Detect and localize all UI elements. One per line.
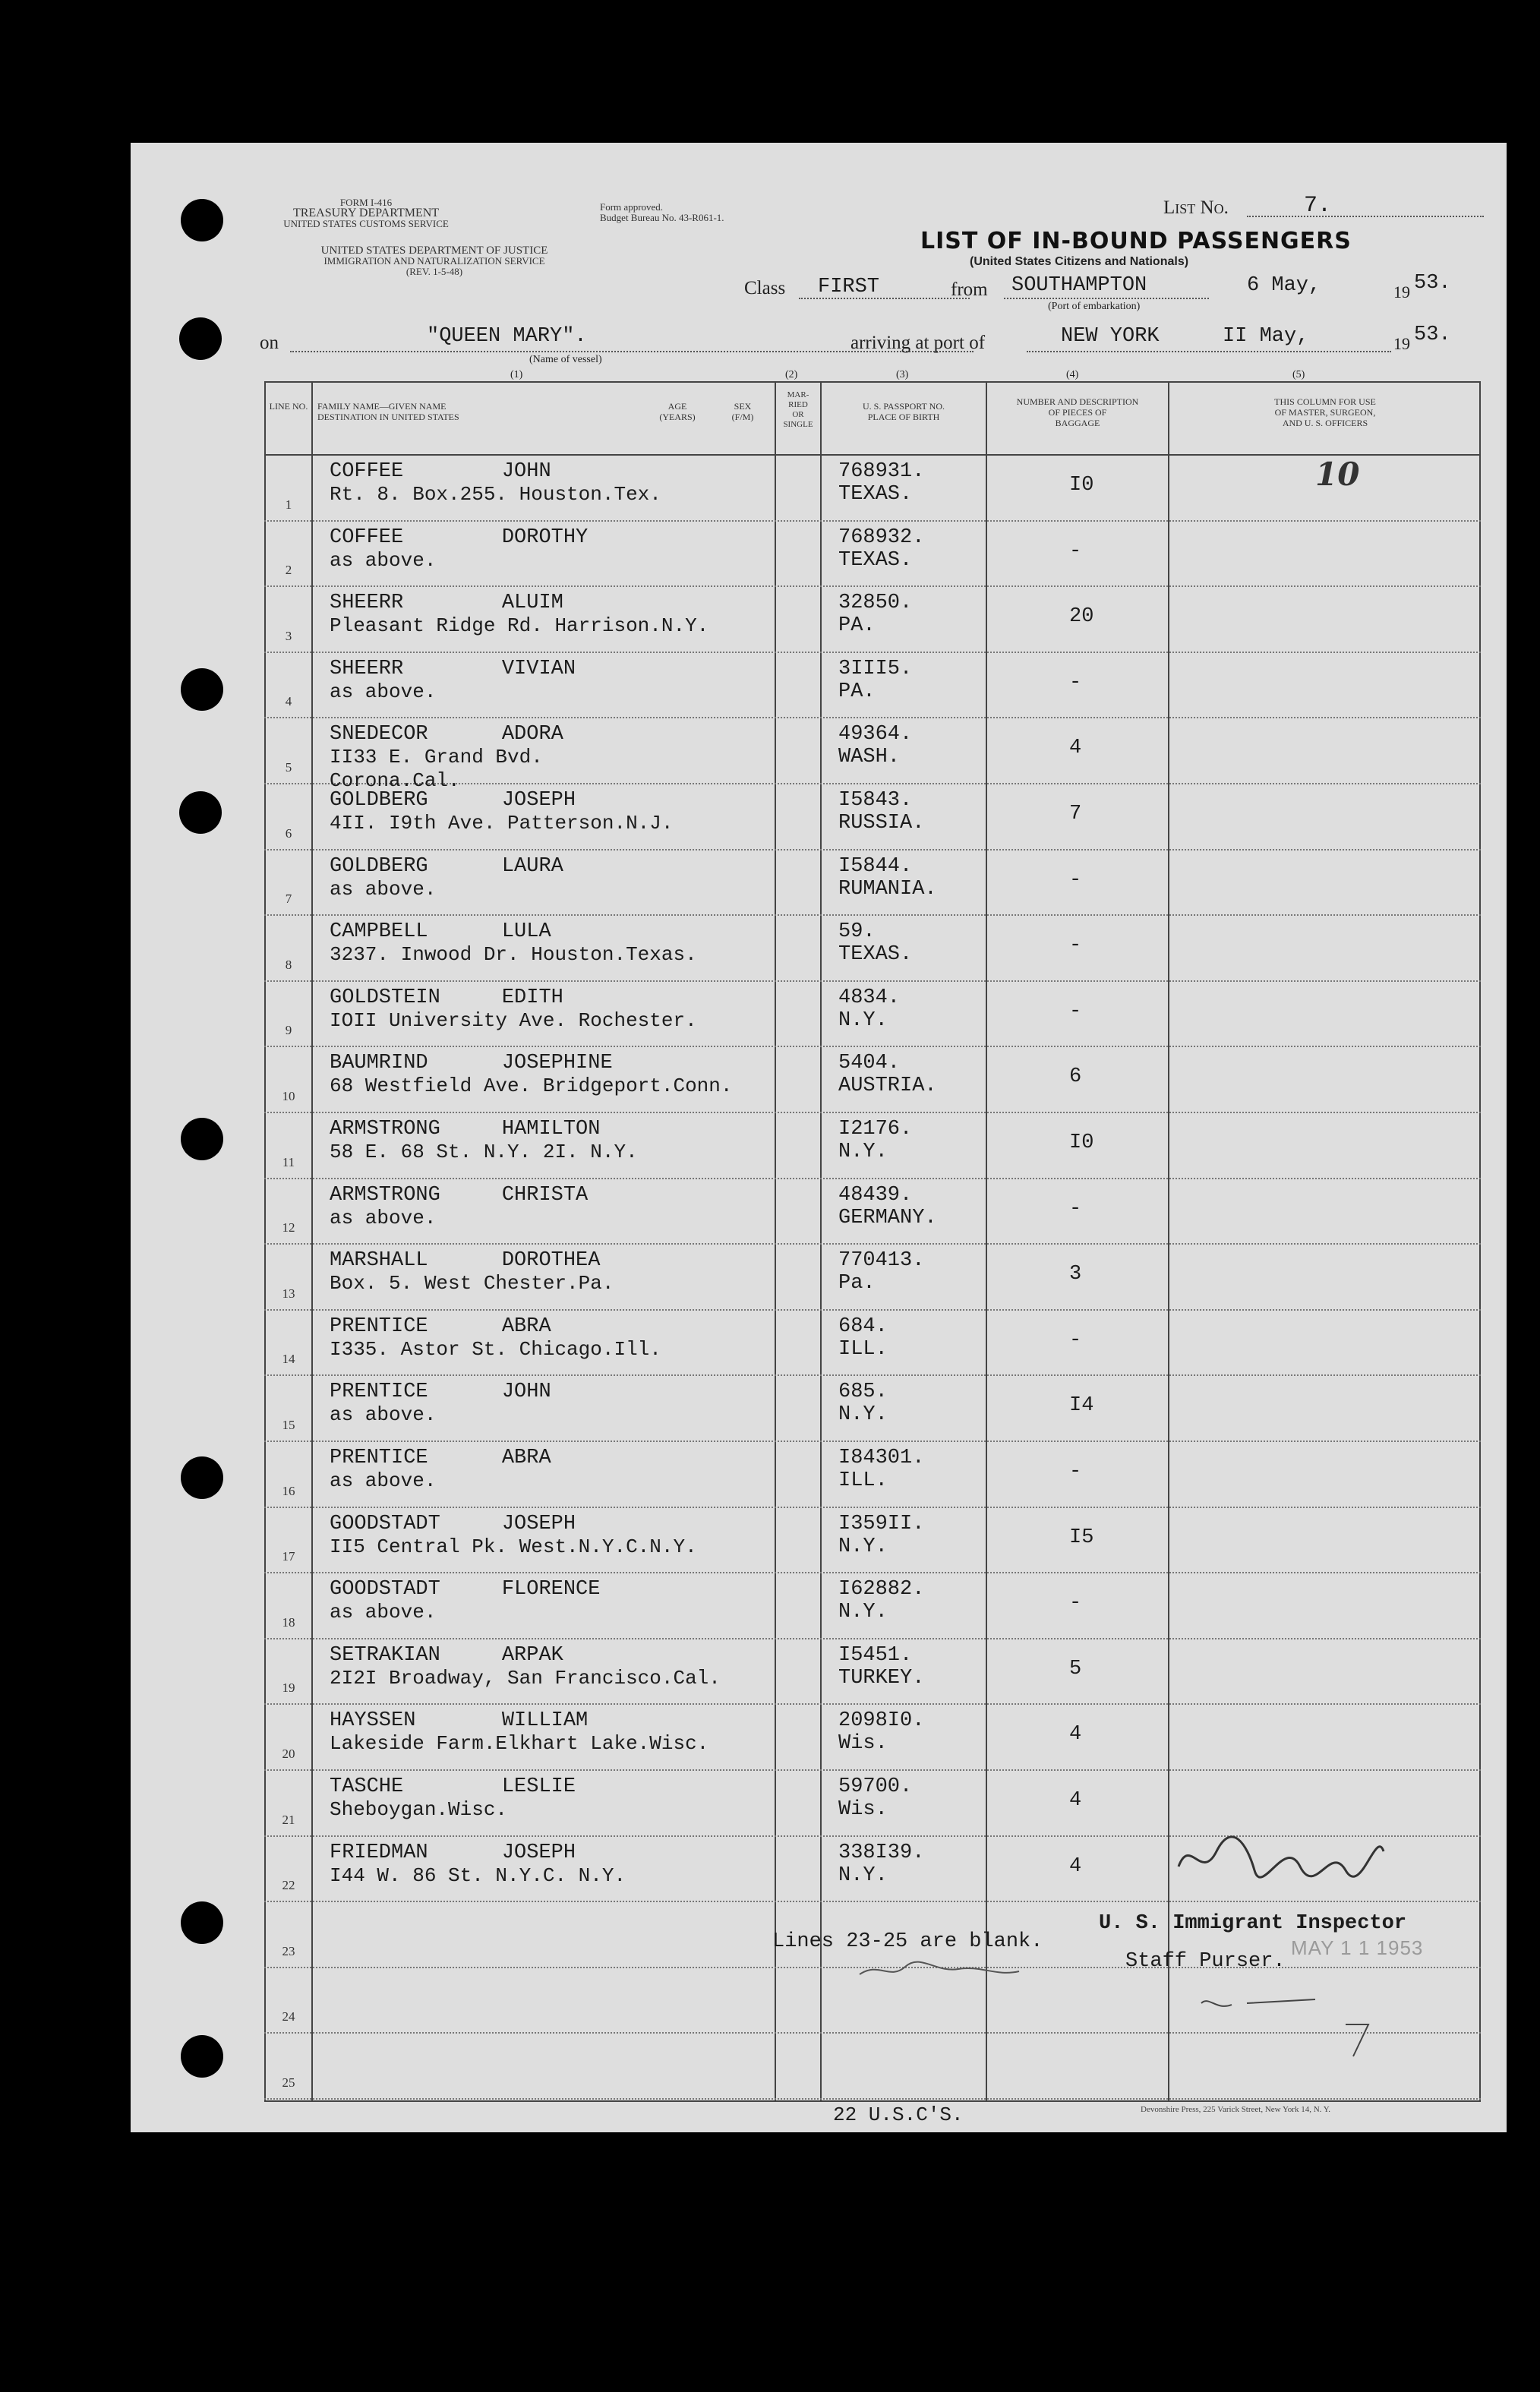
passenger-destination: I335. Astor St. Chicago.Ill. bbox=[330, 1337, 661, 1361]
baggage-count: - bbox=[1069, 1460, 1082, 1483]
place-of-birth: GERMANY. bbox=[838, 1206, 937, 1229]
passenger-destination: 3237. Inwood Dr. Houston.Texas. bbox=[330, 943, 697, 967]
on-label: on bbox=[260, 333, 279, 353]
arrival-year-prefix: 19 bbox=[1393, 334, 1410, 353]
page-subtitle: (United States Citizens and Nationals) bbox=[970, 255, 1189, 268]
baggage-count: - bbox=[1069, 1592, 1082, 1615]
passenger-name: SHEERR ALUIM bbox=[330, 592, 563, 615]
passport-number: I2176. bbox=[838, 1118, 913, 1141]
baggage-count: 4 bbox=[1069, 1854, 1082, 1878]
row-line-number: 20 bbox=[282, 1747, 295, 1761]
baggage-count: 4 bbox=[1069, 737, 1082, 760]
class-value: FIRST bbox=[818, 276, 880, 298]
passenger-name: ARMSTRONG CHRISTA bbox=[330, 1183, 589, 1207]
place-of-birth: RUSSIA. bbox=[838, 812, 925, 835]
baggage-count: - bbox=[1069, 868, 1082, 891]
blank-lines-note: Lines 23-25 are blank. bbox=[772, 1930, 1043, 1953]
treasury-label: TREASURY DEPARTMENT bbox=[292, 207, 440, 219]
passport-number: I62882. bbox=[838, 1578, 925, 1602]
passenger-destination: as above. bbox=[330, 1403, 437, 1427]
row-line-number: 14 bbox=[282, 1352, 295, 1367]
col-number-3: (3) bbox=[896, 369, 909, 380]
row-line-number: 18 bbox=[282, 1614, 295, 1630]
passport-number: 59700. bbox=[838, 1775, 913, 1798]
row-line-number: 10 bbox=[282, 1089, 295, 1103]
binder-hole bbox=[181, 668, 223, 711]
passenger-name: BAUMRIND JOSEPHINE bbox=[330, 1052, 613, 1075]
row-line-number: 8 bbox=[285, 957, 292, 972]
baggage-count: - bbox=[1069, 934, 1082, 958]
port-caption: (Port of embarkation) bbox=[1048, 301, 1141, 312]
row-line-number: 23 bbox=[282, 1943, 295, 1958]
row-line-number: 22 bbox=[282, 1878, 295, 1893]
row-line-number: 3 bbox=[285, 628, 292, 643]
passenger-name: GOODSTADT JOSEPH bbox=[330, 1512, 576, 1535]
ins-label: IMMIGRATION AND NATURALIZATION SERVICE bbox=[323, 255, 545, 267]
baggage-count: 3 bbox=[1069, 1263, 1082, 1286]
place-of-birth: AUSTRIA. bbox=[838, 1075, 937, 1098]
place-of-birth: Pa. bbox=[838, 1272, 876, 1295]
passenger-name: GOLDSTEIN EDITH bbox=[330, 986, 563, 1009]
place-of-birth: N.Y. bbox=[838, 1863, 888, 1887]
passenger-destination: II5 Central Pk. West.N.Y.C.N.Y. bbox=[330, 1535, 697, 1558]
passport-number: I84301. bbox=[838, 1447, 925, 1469]
depart-date: 6 May, bbox=[1247, 274, 1321, 297]
officers-mark: 10 bbox=[1315, 456, 1360, 493]
place-of-birth: N.Y. bbox=[838, 1403, 888, 1427]
arrival-date: II May, bbox=[1223, 325, 1309, 348]
baggage-count: I0 bbox=[1069, 474, 1094, 497]
place-of-birth: Wis. bbox=[838, 1798, 888, 1821]
purser-label: Staff Purser. bbox=[1125, 1950, 1286, 1973]
passenger-destination: Box. 5. West Chester.Pa. bbox=[330, 1272, 614, 1295]
passenger-name: ARMSTRONG HAMILTON bbox=[330, 1118, 601, 1141]
baggage-count: I4 bbox=[1069, 1394, 1094, 1418]
place-of-birth: TEXAS. bbox=[838, 483, 913, 506]
form-paper bbox=[131, 143, 1507, 2132]
place-of-birth: PA. bbox=[838, 614, 876, 638]
passenger-destination: I44 W. 86 St. N.Y.C. N.Y. bbox=[330, 1863, 626, 1887]
passenger-destination: Sheboygan.Wisc. bbox=[330, 1798, 508, 1821]
from-label: from bbox=[951, 279, 988, 300]
passenger-destination: 2I2I Broadway, San Francisco.Cal. bbox=[330, 1666, 721, 1690]
list-no-label: List No. bbox=[1163, 197, 1229, 218]
col-number-4: (4) bbox=[1066, 369, 1079, 380]
binder-hole bbox=[179, 791, 222, 834]
place-of-birth: ILL. bbox=[838, 1469, 888, 1492]
place-of-birth: TEXAS. bbox=[838, 548, 913, 572]
row-line-number: 24 bbox=[282, 2009, 295, 2024]
class-label: Class bbox=[744, 278, 786, 298]
customs-label: UNITED STATES CUSTOMS SERVICE bbox=[283, 218, 449, 229]
row-line-number: 21 bbox=[282, 1812, 295, 1827]
passenger-destination: Rt. 8. Box.255. Houston.Tex. bbox=[330, 483, 661, 506]
place-of-birth: N.Y. bbox=[838, 1535, 888, 1558]
passenger-name: GOLDBERG LAURA bbox=[330, 854, 563, 878]
passenger-name: SNEDECOR ADORA bbox=[330, 723, 563, 746]
passenger-name: FRIEDMAN JOSEPH bbox=[330, 1841, 576, 1864]
passport-number: I359II. bbox=[838, 1512, 925, 1535]
col-number-5: (5) bbox=[1292, 369, 1305, 380]
passenger-destination: Lakeside Farm.Elkhart Lake.Wisc. bbox=[330, 1732, 709, 1756]
baggage-count: - bbox=[1069, 1197, 1082, 1220]
passport-number: I5844. bbox=[838, 854, 913, 878]
passenger-destination: as above. bbox=[330, 1601, 437, 1624]
col-header-passport: U. S. PASSPORT NO. PLACE OF BIRTH bbox=[863, 401, 945, 422]
passenger-name: HAYSSEN WILLIAM bbox=[330, 1709, 589, 1733]
baggage-count: 4 bbox=[1069, 1723, 1082, 1747]
passenger-name: COFFEE JOHN bbox=[330, 460, 551, 483]
arrival-port: NEW YORK bbox=[1061, 325, 1160, 348]
baggage-count: I5 bbox=[1069, 1526, 1094, 1549]
arriving-label: arriving at port of bbox=[850, 333, 986, 353]
passenger-destination: as above. bbox=[330, 1206, 437, 1229]
passenger-name: GOODSTADT FLORENCE bbox=[330, 1578, 601, 1602]
passenger-name: SHEERR VIVIAN bbox=[330, 657, 576, 680]
row-line-number: 15 bbox=[282, 1418, 295, 1432]
baggage-count: - bbox=[1069, 671, 1082, 694]
printer-credit: Devonshire Press, 225 Varick Street, New York 14, N. Y. bbox=[1141, 2105, 1331, 2114]
binder-hole bbox=[181, 1118, 223, 1160]
row-line-number: 17 bbox=[282, 1549, 295, 1564]
vessel-caption: (Name of vessel) bbox=[529, 354, 602, 365]
passenger-destination: 4II. I9th Ave. Patterson.N.J. bbox=[330, 812, 674, 835]
row-line-number: 9 bbox=[285, 1023, 292, 1038]
col-number-1: (1) bbox=[510, 369, 523, 380]
passport-number: 59. bbox=[838, 920, 876, 944]
passenger-name: PRENTICE ABRA bbox=[330, 1314, 551, 1338]
passport-number: 770413. bbox=[838, 1249, 925, 1273]
col-header-line: LINE NO. bbox=[269, 401, 308, 412]
binder-hole bbox=[181, 199, 223, 241]
inspector-label: U. S. Immigrant Inspector bbox=[1099, 1912, 1407, 1935]
row-line-number: 5 bbox=[285, 760, 292, 775]
place-of-birth: ILL. bbox=[838, 1337, 888, 1361]
row-line-number: 6 bbox=[285, 825, 292, 841]
form-number: FORM I-416 bbox=[339, 197, 393, 208]
binder-hole bbox=[179, 317, 222, 360]
col-header-name: FAMILY NAME—GIVEN NAME DESTINATION IN UNITED STATES bbox=[317, 401, 459, 422]
passport-number: 2098I0. bbox=[838, 1709, 925, 1733]
place-of-birth: TURKEY. bbox=[838, 1666, 925, 1690]
passport-number: 684. bbox=[838, 1314, 888, 1338]
passport-number: 5404. bbox=[838, 1052, 901, 1075]
row-line-number: 19 bbox=[282, 1680, 295, 1696]
list-no-value: 7. bbox=[1304, 193, 1332, 219]
pencil-seven bbox=[1346, 2024, 1368, 2056]
passenger-name: GOLDBERG JOSEPH bbox=[330, 789, 576, 812]
justice-label: UNITED STATES DEPARTMENT OF JUSTICE bbox=[320, 245, 548, 257]
binder-hole bbox=[181, 1456, 223, 1499]
binder-hole bbox=[181, 2035, 223, 2078]
inspector-signature bbox=[1179, 1837, 1384, 1877]
baggage-count: - bbox=[1069, 1328, 1082, 1352]
passenger-destination: Pleasant Ridge Rd. Harrison.N.Y. bbox=[330, 614, 709, 638]
approval-label: Form approved. bbox=[600, 201, 664, 213]
passenger-name: PRENTICE JOHN bbox=[330, 1381, 551, 1404]
handwritten-marks bbox=[131, 143, 1507, 2132]
row-line-number: 11 bbox=[282, 1154, 295, 1169]
passenger-name: MARSHALL DOROTHEA bbox=[330, 1249, 601, 1273]
vessel-name: "QUEEN MARY". bbox=[427, 325, 587, 348]
row-line-number: 4 bbox=[285, 694, 292, 709]
depart-year-prefix: 19 bbox=[1393, 282, 1410, 301]
place-of-birth: RUMANIA. bbox=[838, 877, 937, 901]
row-line-number: 7 bbox=[285, 891, 292, 907]
baggage-count: I0 bbox=[1069, 1131, 1094, 1154]
purser-signature bbox=[860, 1962, 1019, 1974]
passport-number: 685. bbox=[838, 1381, 888, 1404]
row-line-number: 25 bbox=[282, 2075, 295, 2090]
baggage-count: - bbox=[1069, 999, 1082, 1023]
row-line-number: 12 bbox=[282, 1220, 295, 1235]
place-of-birth: N.Y. bbox=[838, 1008, 888, 1032]
col-header-age: AGE (YEARS) bbox=[659, 401, 696, 422]
passenger-name: TASCHE LESLIE bbox=[330, 1775, 576, 1798]
passenger-destination: 68 Westfield Ave. Bridgeport.Conn. bbox=[330, 1075, 733, 1098]
passenger-destination: as above. bbox=[330, 548, 437, 572]
row-line-number: 2 bbox=[285, 563, 292, 578]
passport-number: 48439. bbox=[838, 1183, 913, 1207]
uscs-note: 22 U.S.C'S. bbox=[833, 2103, 964, 2126]
place-of-birth: TEXAS. bbox=[838, 943, 913, 967]
passenger-destination: II33 E. Grand Bvd. Corona.Cal. bbox=[330, 746, 543, 793]
baggage-count: 6 bbox=[1069, 1065, 1082, 1089]
passport-number: 32850. bbox=[838, 592, 913, 615]
passenger-destination: as above. bbox=[330, 680, 437, 703]
passport-number: 338I39. bbox=[838, 1841, 925, 1864]
passport-number: 768931. bbox=[838, 460, 925, 483]
passport-number: 49364. bbox=[838, 723, 913, 746]
passport-number: 768932. bbox=[838, 525, 925, 549]
arrival-year: 53. bbox=[1414, 323, 1451, 346]
place-of-birth: Wis. bbox=[838, 1732, 888, 1756]
baggage-count: 4 bbox=[1069, 1789, 1082, 1812]
passenger-name: SETRAKIAN ARPAK bbox=[330, 1643, 563, 1667]
depart-year: 53. bbox=[1414, 272, 1451, 295]
revision-label: (REV. 1-5-48) bbox=[406, 266, 463, 277]
passenger-destination: as above. bbox=[330, 1469, 437, 1492]
row-line-number: 13 bbox=[282, 1286, 295, 1301]
col-header-married: MAR- RIED OR SINGLE bbox=[783, 390, 813, 429]
baggage-count: - bbox=[1069, 539, 1082, 563]
passenger-name: COFFEE DOROTHY bbox=[330, 525, 589, 549]
date-stamp: MAY 1 1 1953 bbox=[1291, 1936, 1424, 1959]
port-value: SOUTHAMPTON bbox=[1011, 274, 1147, 297]
col-header-officers: THIS COLUMN FOR USE OF MASTER, SURGEON, AND U. S. OFFICERS bbox=[1274, 396, 1376, 428]
page-title: LIST OF IN-BOUND PASSENGERS bbox=[920, 228, 1352, 254]
col-header-sex: SEX (F/M) bbox=[731, 401, 754, 422]
budget-bureau-label: Budget Bureau No. 43-R061-1. bbox=[600, 212, 724, 223]
place-of-birth: PA. bbox=[838, 680, 876, 703]
place-of-birth: N.Y. bbox=[838, 1141, 888, 1163]
baggage-count: 20 bbox=[1069, 605, 1094, 629]
row-line-number: 16 bbox=[282, 1483, 295, 1498]
place-of-birth: N.Y. bbox=[838, 1601, 888, 1624]
pencil-note bbox=[1201, 1999, 1315, 2006]
col-header-baggage: NUMBER AND DESCRIPTION OF PIECES OF BAGGAGE bbox=[1016, 396, 1139, 428]
row-line-number: 1 bbox=[285, 497, 292, 512]
baggage-count: 5 bbox=[1069, 1657, 1082, 1680]
passenger-destination: IOII University Ave. Rochester. bbox=[330, 1008, 697, 1032]
passport-number: I5451. bbox=[838, 1643, 913, 1667]
place-of-birth: WASH. bbox=[838, 746, 901, 769]
passport-number: 3III5. bbox=[838, 657, 913, 680]
binder-hole bbox=[181, 1901, 223, 1944]
passenger-name: CAMPBELL LULA bbox=[330, 920, 551, 944]
passenger-name: PRENTICE ABRA bbox=[330, 1447, 551, 1469]
passport-number: 4834. bbox=[838, 986, 901, 1009]
passenger-destination: as above. bbox=[330, 877, 437, 901]
col-number-2: (2) bbox=[785, 369, 798, 380]
baggage-count: 7 bbox=[1069, 803, 1082, 825]
passport-number: I5843. bbox=[838, 789, 913, 812]
passenger-destination: 58 E. 68 St. N.Y. 2I. N.Y. bbox=[330, 1141, 638, 1163]
